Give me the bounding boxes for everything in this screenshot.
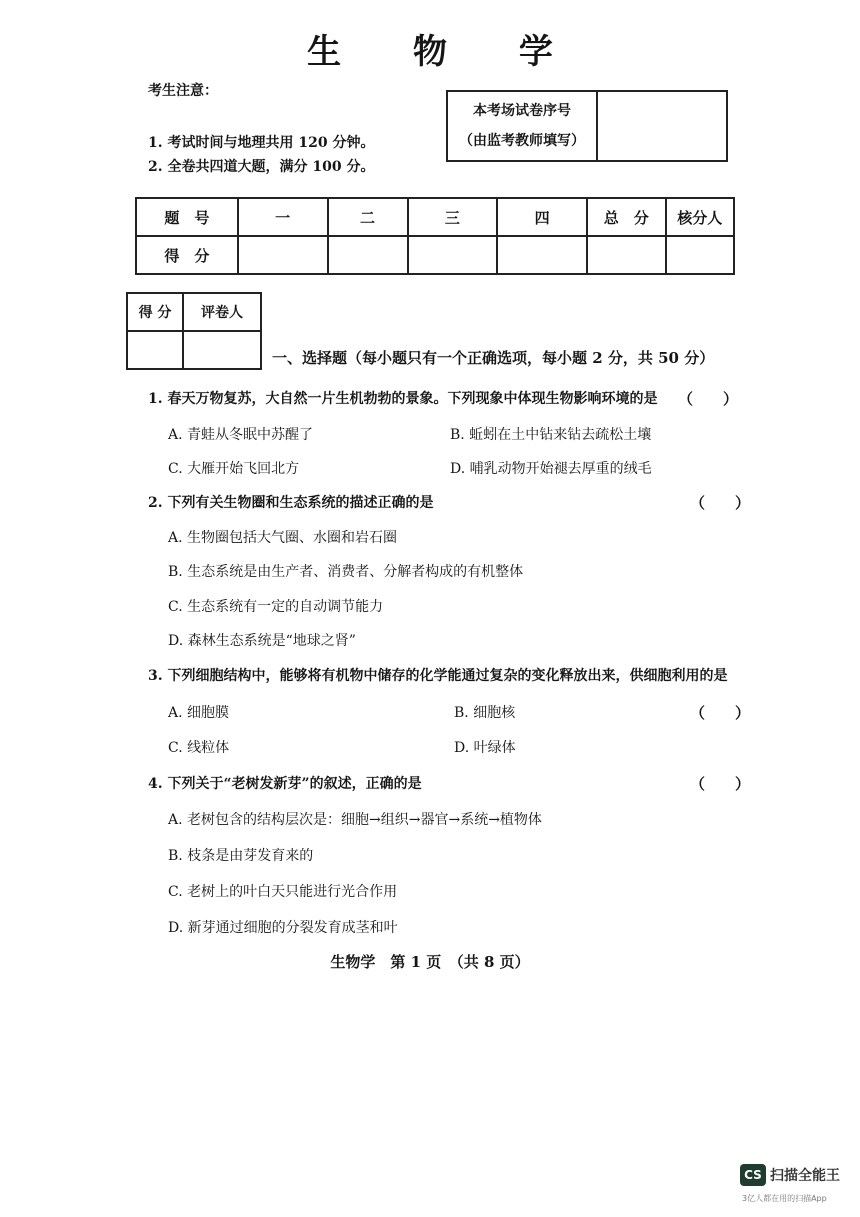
question-1-answer-paren[interactable]: （ ） (678, 390, 739, 408)
question-1-option-d[interactable]: D. 哺乳动物开始褪去厚重的绒毛 (450, 461, 652, 477)
score-row-label: 得 分 (136, 236, 238, 274)
serial-blank[interactable] (598, 92, 726, 160)
score-col-total: 总 分 (587, 198, 666, 236)
grader-table (126, 292, 262, 370)
question-1-stem: 1. 春天万物复苏，大自然一片生机勃勃的景象。下列现象中体现生物影响环境的是 (148, 391, 658, 407)
grader-name-cell[interactable] (183, 331, 261, 369)
serial-number-box (446, 90, 728, 162)
scanner-logo-name: 扫描全能王 (770, 1168, 840, 1184)
serial-label-1: 本考场试卷序号 (473, 103, 571, 119)
scanner-logo-tagline: 3亿人都在用的扫描App (742, 1194, 827, 1203)
page-title: 生 物 学 (307, 32, 583, 72)
grader-score-label: 得 分 (127, 293, 183, 331)
score-cell[interactable] (497, 236, 587, 274)
question-3-option-d[interactable]: D. 叶绿体 (454, 740, 516, 756)
notice-heading: 考生注意： (148, 83, 218, 99)
question-1-option-a[interactable]: A. 青蛙从冬眠中苏醒了 (168, 427, 314, 443)
score-col-label: 题 号 (136, 198, 238, 236)
score-col-2: 二 (328, 198, 408, 236)
question-2-stem: 2. 下列有关生物圈和生态系统的描述正确的是 (148, 495, 434, 511)
score-cell[interactable] (238, 236, 328, 274)
page-footer: 生物学 第 1 页 （共 8 页） (330, 953, 530, 971)
notice-line-2: 2. 全卷共四道大题，满分 100 分。 (148, 159, 375, 175)
score-cell[interactable] (328, 236, 408, 274)
serial-label-cell (448, 92, 598, 160)
scanner-logo-icon: CS (740, 1164, 766, 1186)
question-4-answer-paren[interactable]: （ ） (690, 775, 751, 793)
question-1-option-b[interactable]: B. 蚯蚓在土中钻来钻去疏松土壤 (450, 427, 652, 443)
question-4-option-c[interactable]: C. 老树上的叶白天只能进行光合作用 (168, 884, 398, 900)
score-table (135, 197, 735, 275)
grader-name-label: 评卷人 (183, 293, 261, 331)
score-col-1: 一 (238, 198, 328, 236)
question-2-option-b[interactable]: B. 生态系统是由生产者、消费者、分解者构成的有机整体 (168, 564, 524, 580)
question-2-option-c[interactable]: C. 生态系统有一定的自动调节能力 (168, 599, 384, 615)
score-header-row (136, 198, 734, 236)
scanner-watermark (740, 1164, 840, 1186)
question-3-answer-paren[interactable]: （ ） (690, 704, 751, 722)
question-3-option-b[interactable]: B. 细胞核 (454, 705, 516, 721)
question-2-answer-paren[interactable]: （ ） (690, 494, 751, 512)
serial-label-2: （由监考教师填写） (459, 133, 585, 149)
score-col-3: 三 (408, 198, 498, 236)
score-col-checker: 核分人 (666, 198, 734, 236)
section-heading: 一、选择题（每小题只有一个正确选项，每小题 2 分，共 50 分） (272, 349, 715, 367)
score-col-4: 四 (497, 198, 587, 236)
score-value-row (136, 236, 734, 274)
question-4-option-a[interactable]: A. 老树包含的结构层次是：细胞→组织→器官→系统→植物体 (168, 812, 542, 828)
question-4-option-d[interactable]: D. 新芽通过细胞的分裂发育成茎和叶 (168, 920, 398, 936)
question-3-stem: 3. 下列细胞结构中，能够将有机物中储存的化学能通过复杂的变化释放出来，供细胞利用的是 (148, 668, 728, 684)
question-3-option-c[interactable]: C. 线粒体 (168, 740, 230, 756)
score-cell[interactable] (587, 236, 666, 274)
question-2-option-d[interactable]: D. 森林生态系统是“地球之肾” (168, 633, 356, 649)
notice-line-1: 1. 考试时间与地理共用 120 分钟。 (148, 135, 375, 151)
question-2-option-a[interactable]: A. 生物圈包括大气圈、水圈和岩石圈 (168, 530, 398, 546)
question-3-option-a[interactable]: A. 细胞膜 (168, 705, 230, 721)
question-4-option-b[interactable]: B. 枝条是由芽发育来的 (168, 848, 314, 864)
score-cell[interactable] (408, 236, 498, 274)
question-1-option-c[interactable]: C. 大雁开始飞回北方 (168, 461, 300, 477)
question-4-stem: 4. 下列关于“老树发新芽”的叙述，正确的是 (148, 776, 422, 792)
score-cell[interactable] (666, 236, 734, 274)
grader-score-cell[interactable] (127, 331, 183, 369)
